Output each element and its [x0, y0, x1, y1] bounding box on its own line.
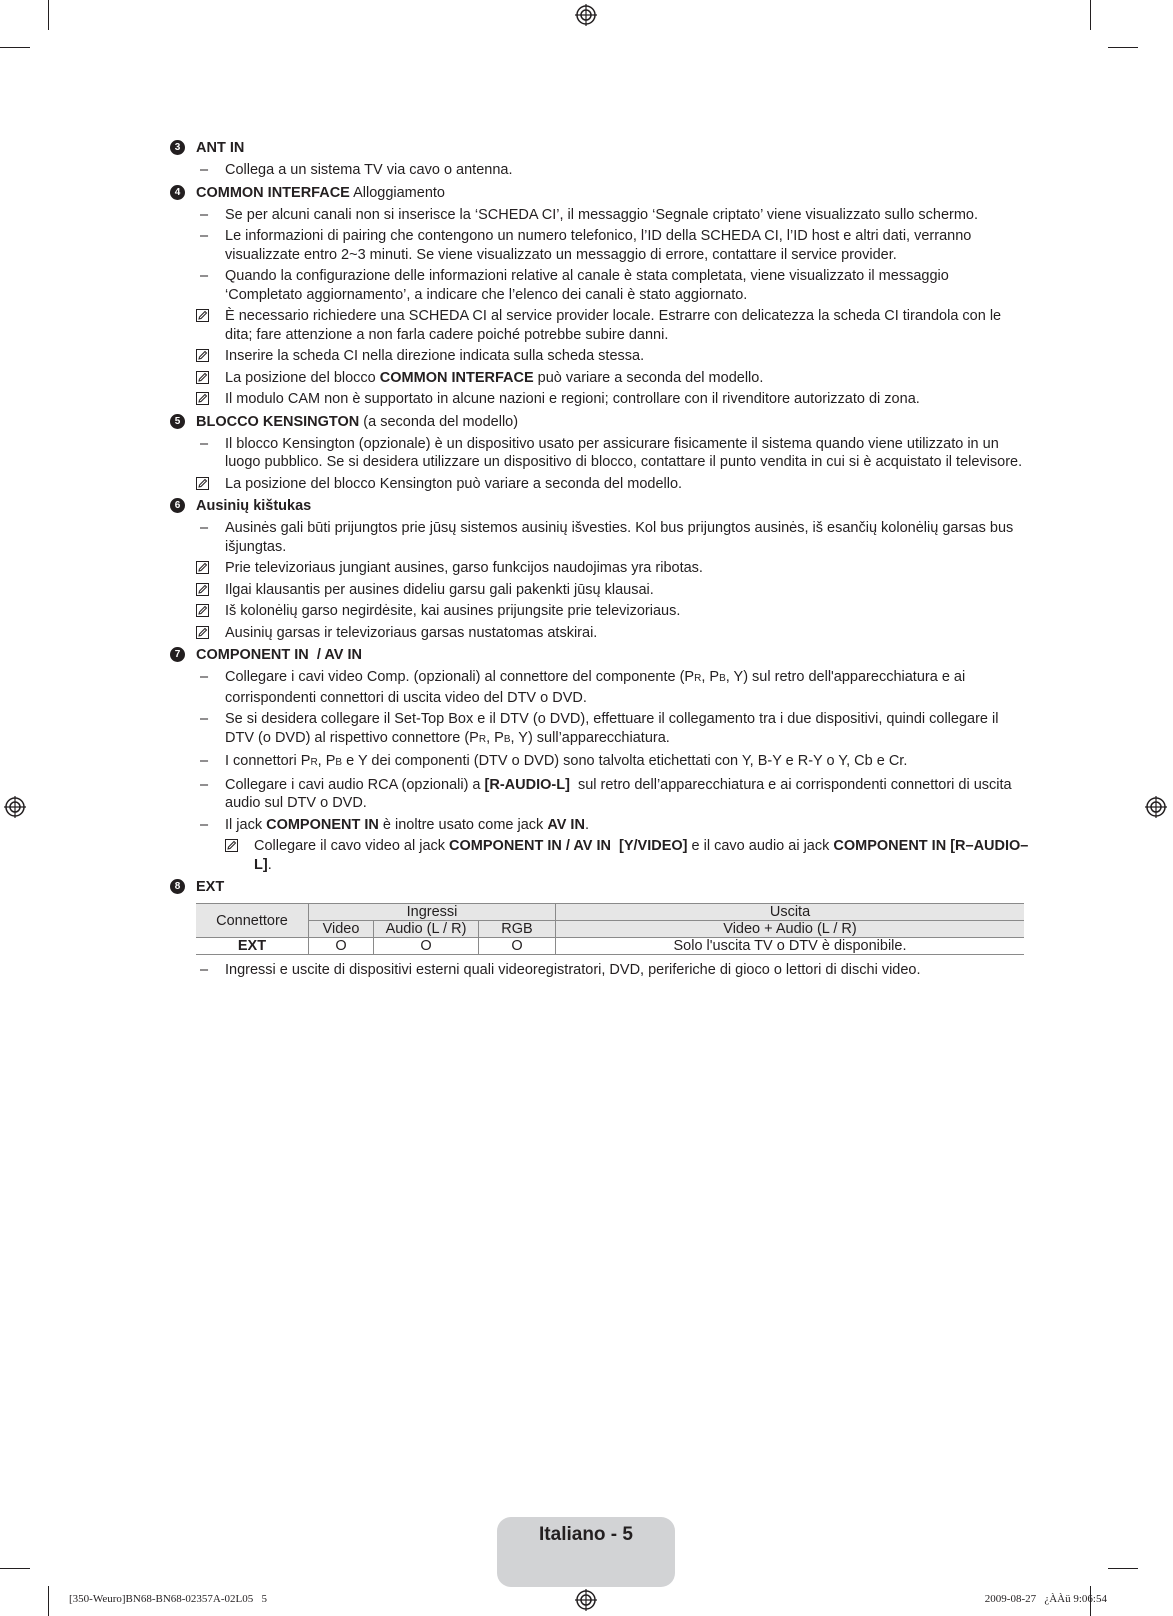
crop-mark: [0, 47, 30, 48]
note-item: [196, 307, 1030, 344]
section-heading: [174, 184, 1030, 203]
subscript-r: R: [478, 733, 487, 745]
dash-item: – I connettori PR, PB e Y dei componenti (DTV o DVD) sono talvolta etichettati con Y, B-Y e R-Y o Y, Cb e Cr.: [200, 753, 908, 769]
table-cell: O: [374, 938, 479, 955]
item-text-bold: COMMON INTERFACE: [379, 369, 534, 386]
crop-mark: [48, 0, 49, 30]
item-text: è inoltre usato come jack: [378, 816, 548, 833]
note-icon: [225, 839, 238, 852]
section-title: COMPONENT IN / AV IN: [196, 647, 362, 663]
section-title: Ausinių kištukas: [196, 498, 312, 514]
subscript-b: B: [503, 733, 511, 745]
section-number-badge: 5: [170, 414, 185, 429]
dash-item: – Se si desidera collegare il Set-Top Box e il DTV (o DVD), effettuare il collegamento tra i due dispositivi, quindi collegare il DTV (o DVD) al rispettivo connettore (PR, PB, Y) sull’apparecchiatura.: [200, 711, 999, 746]
section-heading: [174, 497, 1030, 516]
item-text: , Y) sull’apparecchiatura.: [510, 729, 670, 746]
section-number-badge: 8: [170, 879, 185, 894]
note-item: [196, 559, 1030, 578]
section-title: BLOCCO KENSINGTON: [196, 413, 360, 430]
subscript-r: R: [310, 757, 318, 768]
dash-item: – Le informazioni di pairing che contengono un numero telefonico, l’ID della SCHEDA CI, l’ID host e altri dati, verranno visualizzate entro 2~3 minuti. Se viene visualizzato un messaggio di errore, contattare il service provider.: [200, 228, 972, 263]
table-row: [196, 938, 1024, 955]
item-text: Collega a un sistema TV via cavo o antenna.: [225, 162, 513, 178]
table-header-connettore: Connettore: [196, 904, 309, 938]
registration-mark-icon: [575, 4, 597, 26]
section-number-badge: 6: [170, 498, 185, 513]
crop-mark: [48, 1586, 49, 1616]
table-cell-ext: EXT: [196, 938, 309, 955]
section-title: ANT IN: [196, 140, 245, 156]
section-component-in: [170, 646, 1030, 874]
item-text: Collegare il cavo video al jack: [254, 838, 450, 854]
item-text: , P: [486, 729, 504, 746]
dash-item: – Ingressi e uscite di dispositivi esterni quali videoregistratori, DVD, periferiche di gioco o lettori di dischi video.: [200, 962, 921, 978]
item-text: Ilgai klausantis per ausines dideliu garsu gali pakenkti jūsų klausai.: [225, 581, 654, 598]
note-icon: [196, 392, 209, 405]
section-heading: [174, 646, 1030, 665]
item-text: sul retro dell’apparecchiatura e ai corrispondenti connettori di uscita audio sul DTV o DVD.: [225, 776, 1016, 811]
subscript-b: B: [335, 757, 343, 768]
section-number-badge: 7: [170, 647, 185, 662]
dash-item: – Collega a un sistema TV via cavo o antenna.: [200, 162, 513, 178]
section-kensington: [170, 413, 1030, 494]
section-title-rest: (a seconda del modello): [359, 413, 519, 430]
subscript-r: R: [694, 673, 702, 684]
item-text: Se si desidera collegare il Set-Top Box e il DTV (o DVD), effettuare il collegamento tra i due dispositivi, quindi collegare il DTV (o DVD) al rispettivo connettore (P: [225, 711, 999, 746]
subscript-b: B: [719, 673, 726, 684]
item-text: e Y dei componenti (DTV o DVD) sono talvolta etichettati con Y, B-Y e R-Y o Y, Cb e Cr.: [342, 753, 908, 769]
crop-mark: [1108, 47, 1138, 48]
item-text: Collegare i cavi audio RCA (opzionali) a: [225, 776, 485, 793]
section-title-rest: Alloggiamento: [349, 184, 445, 201]
item-text: Se per alcuni canali non si inserisce la ‘SCHEDA CI’, il messaggio ‘Segnale criptato’ viene visualizzato sullo schermo.: [225, 206, 979, 223]
print-slug-left: [350-Weuro]BN68-BN68-02357A-02L05 5: [69, 1593, 267, 1605]
section-title: COMMON INTERFACE: [196, 184, 350, 201]
table-header-video-audio: Video + Audio (L / R): [556, 921, 1025, 938]
note-item: [196, 581, 1030, 600]
item-text-bold: AV IN: [547, 816, 585, 833]
content-area: [170, 135, 1030, 983]
dash-item: – Il blocco Kensington (opzionale) è un dispositivo usato per assicurare fisicamente il sistema quando viene utilizzato in un luogo pubblico. Se si desidera utilizzare un dispositivo di blocco, contattare il punto vendita in cui si è acquistato il televisore.: [200, 435, 1023, 470]
crop-mark: [0, 1568, 30, 1569]
table-header-video: Video: [309, 921, 374, 938]
section-headphones: [170, 497, 1030, 642]
page-number-label: Italiano - 5: [539, 1524, 633, 1545]
item-text: Ausinės gali būti prijungtos prie jūsų sistemos ausinių išvesties. Kol bus prijungtos ausinės, iš esančių kolonėlių garsas bus išjungtas.: [225, 520, 1014, 555]
item-text: Inserire la scheda CI nella direzione indicata sulla scheda stessa.: [225, 348, 645, 364]
section-number-badge: 3: [170, 140, 185, 155]
note-icon: [196, 309, 209, 322]
table-cell: Solo l'uscita TV o DTV è disponibile.: [556, 938, 1025, 955]
item-text: , P: [317, 753, 336, 769]
section-ant-in: [170, 139, 1030, 180]
item-text: I connettori P: [225, 753, 311, 769]
item-text: Quando la configurazione delle informazioni relative al canale è stata completata, viene visualizzato il messaggio ‘Completato aggiornamento’, a indicare che l’elenco dei canali è stato aggiornato.: [225, 268, 949, 303]
item-text: , Y) sul retro dell'apparecchiatura e ai corrispondenti connettori di uscita video del DTV o DVD.: [225, 669, 966, 706]
registration-mark-icon: [1145, 796, 1167, 818]
item-text: e il cavo audio ai jack: [687, 838, 834, 854]
table-header-rgb: RGB: [479, 921, 556, 938]
section-heading: [174, 878, 1030, 897]
note-item: [196, 475, 1030, 494]
crop-mark: [1108, 1568, 1138, 1569]
dash-item: – Se per alcuni canali non si inserisce la ‘SCHEDA CI’, il messaggio ‘Segnale criptato’ viene visualizzato sullo schermo.: [200, 206, 979, 223]
item-text: Il modulo CAM non è supportato in alcune nazioni e regioni; controllare con il rivenditore autorizzato di zona.: [225, 391, 920, 407]
item-text-bold: [R-AUDIO-L]: [484, 776, 570, 793]
table-cell: O: [309, 938, 374, 955]
note-icon: [196, 626, 209, 639]
item-text: Prie televizoriaus jungiant ausines, garso funkcijos naudojimas yra ribotas.: [225, 560, 703, 576]
note-icon: [196, 349, 209, 362]
print-slug-right: 2009-08-27 ¿ÀÀü 9:06:54: [984, 1593, 1107, 1605]
item-text: Iš kolonėlių garso negirdėsite, kai ausines prijungsite prie televizoriaus.: [225, 603, 681, 619]
item-text-bold: COMPONENT IN: [266, 816, 379, 833]
note-icon: [196, 477, 209, 490]
item-text: Il jack: [225, 816, 267, 833]
table-header-audio: Audio (L / R): [374, 921, 479, 938]
item-text: Il blocco Kensington (opzionale) è un dispositivo usato per assicurare fisicamente il sistema quando viene utilizzato in un luogo pubblico. Se si desidera utilizzare un dispositivo di blocco, contattare il punto vendita in cui si è acquistato il televisore.: [225, 435, 1023, 470]
note-item: [196, 624, 1030, 643]
table-header-ingressi: Ingressi: [309, 904, 556, 921]
item-text: Le informazioni di pairing che contengono un numero telefonico, l’ID della SCHEDA CI, l’ID host e altri dati, verranno visualizzate entro 2~3 minuti. Se viene visualizzato un messaggio di errore, contattare il service provider.: [225, 228, 972, 263]
item-text-bold: COMPONENT IN [R–AUDIO–L]: [254, 838, 1029, 873]
section-heading: [174, 139, 1030, 158]
dash-item: – Collegare i cavi video Comp. (opzionali) al connettore del componente (PR, PB, Y) sul retro dell'apparecchiatura e ai corrispondenti connettori di uscita video del DTV o DVD.: [200, 669, 966, 706]
item-text: Ingressi e uscite di dispositivi esterni quali videoregistratori, DVD, periferiche di gioco o lettori di dischi video.: [225, 962, 921, 978]
table-cell: O: [479, 938, 556, 955]
note-icon: [196, 583, 209, 596]
note-icon: [196, 604, 209, 617]
section-ext: [170, 878, 1030, 980]
section-title: EXT: [196, 879, 225, 895]
table-header-uscita: Uscita: [556, 904, 1025, 921]
dash-item: – Quando la configurazione delle informazioni relative al canale è stata completata, viene visualizzato il messaggio ‘Completato aggiornamento’, a indicare che l’elenco dei canali è stato aggiornato.: [200, 268, 949, 303]
dash-item: – Ausinės gali būti prijungtos prie jūsų sistemos ausinių išvesties. Kol bus prijungtos ausinės, iš esančių kolonėlių garsas bus išjungtas.: [200, 520, 1014, 555]
item-text: Ausinių garsas ir televizoriaus garsas nustatomas atskirai.: [225, 624, 598, 641]
item-text: La posizione del blocco Kensington può variare a seconda del modello.: [225, 475, 683, 492]
note-item: [196, 369, 1030, 388]
note-item: [225, 837, 1030, 874]
item-text: può variare a seconda del modello.: [533, 369, 764, 386]
note-item: [196, 347, 1030, 366]
registration-mark-icon: [575, 1589, 597, 1611]
item-text: , P: [701, 669, 720, 685]
note-icon: [196, 371, 209, 384]
dash-item: – Collegare i cavi audio RCA (opzionali) a [R-AUDIO-L] sul retro dell’apparecchiatura e ai corrispondenti connettori di uscita audio sul DTV o DVD.: [200, 776, 1016, 811]
item-text: .: [584, 816, 589, 833]
item-text-bold: COMPONENT IN / AV IN [Y/VIDEO]: [449, 838, 688, 854]
crop-mark: [1090, 0, 1091, 30]
section-number-badge: 4: [170, 185, 185, 200]
note-item: [196, 390, 1030, 409]
section-common-interface: [170, 184, 1030, 409]
section-heading: [174, 413, 1030, 432]
note-icon: [196, 561, 209, 574]
item-text: .: [267, 856, 272, 873]
ext-connector-table: [196, 903, 1024, 955]
item-text: Collegare i cavi video Comp. (opzionali) al connettore del componente (P: [225, 669, 695, 685]
item-text: È necessario richiedere una SCHEDA CI al service provider locale. Estrarre con delicatezza la scheda CI tirandola con le dita; fare attenzione a non farla cadere poiché potrebbe subire danni.: [225, 308, 1002, 343]
item-text: La posizione del blocco: [225, 369, 380, 386]
note-item: [196, 602, 1030, 621]
registration-mark-icon: [4, 796, 26, 818]
dash-item: – Il jack COMPONENT IN è inoltre usato come jack AV IN. Collegare il cavo video al jack COMPONENT IN / AV IN [Y/VIDEO] e il cavo audio ai jack COMPONENT IN [R–AUDIO–L].: [200, 816, 1029, 873]
